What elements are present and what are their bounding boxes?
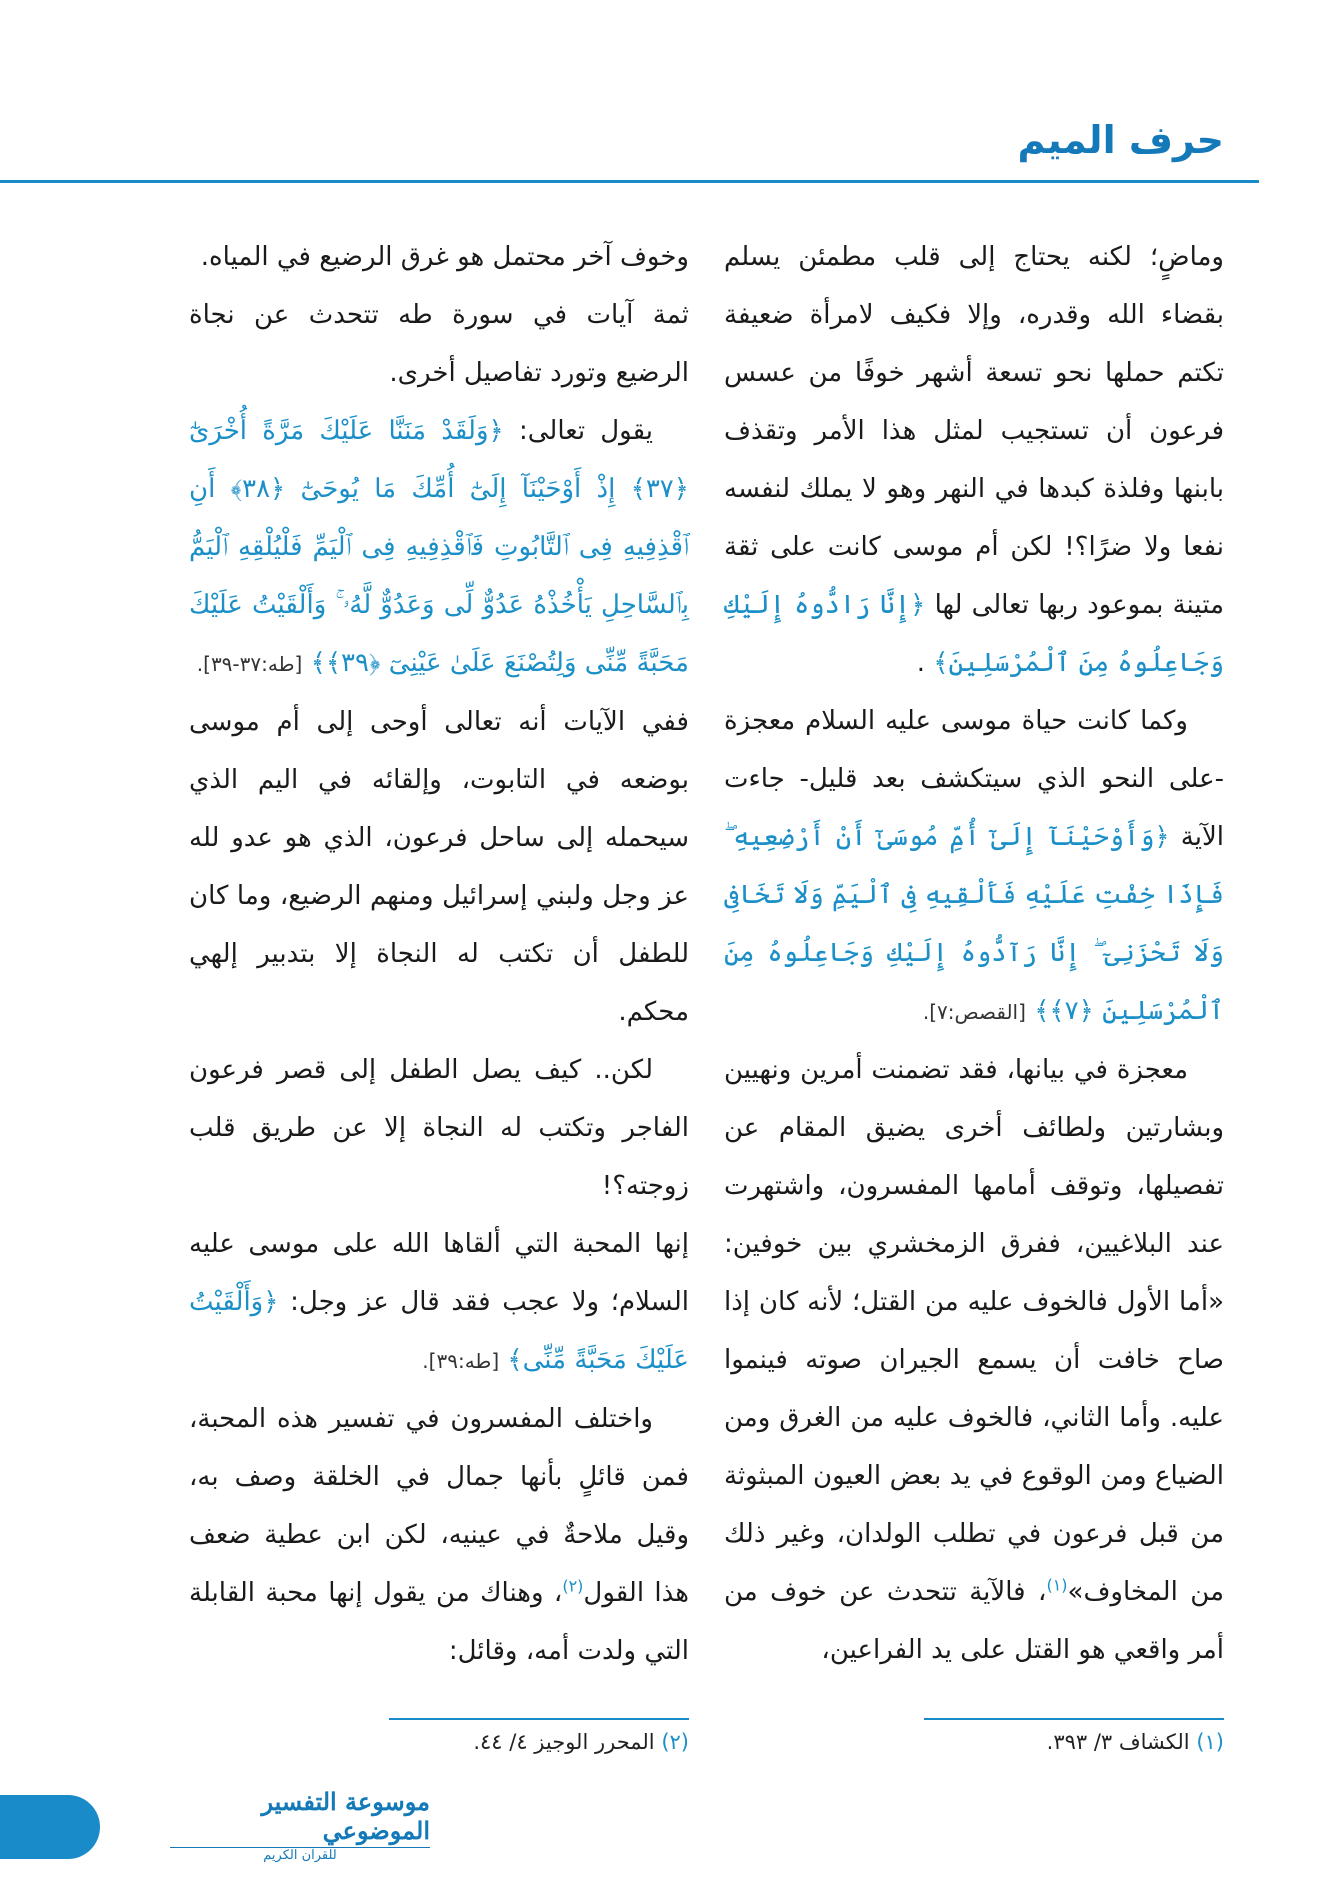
paragraph xyxy=(189,1041,689,1215)
quran-verse: ﴿وَلَقَدْ مَنَنَّا عَلَيْكَ مَرَّةً أُخْرَىٰٓ ﴿٣٧﴾ إِذْ أَوْحَيْنَآ إِلَىٰٓ أُمِّكَ مَا يُوحَىٰٓ ﴿٣٨﴾ أَنِ ٱقْذِفِيهِ فِى ٱلتَّابُوتِ فَٱقْذِفِيهِ فِى ٱلْيَمِّ فَلْيُلْقِهِ ٱلْيَمُّ بِٱلسَّاحِلِ يَأْخُذْهُ عَدُوٌّ لِّى وَعَدُوٌّ لَّهُۥ ۚ وَأَلْقَيْتُ عَلَيْكَ مَحَبَّةً مِّنِّى وَلِتُصْنَعَ عَلَىٰ عَيْنِىٓ ﴿٣٩﴾﴾ xyxy=(189,416,689,678)
footnote-divider xyxy=(924,1718,1224,1720)
logo-title: موسوعة التفسير الموضوعي xyxy=(170,1787,430,1848)
footnote-divider xyxy=(389,1718,689,1720)
paragraph-text: ثمة آيات في سورة طه تتحدث عن نجاة الرضيع وتورد تفاصيل أخرى. xyxy=(189,300,689,388)
left-text-column xyxy=(189,228,689,1680)
footnote-2 xyxy=(473,1730,689,1754)
verse-reference: [طه:٣٧-٣٩]. xyxy=(196,652,303,676)
chapter-title: حرف الميم xyxy=(1017,118,1224,162)
paragraph xyxy=(724,228,1224,692)
paragraph-text: وماضٍ؛ لكنه يحتاج إلى قلب مطمئن يسلم بقضاء الله وقدره، وإلا فكيف لامرأة ضعيفة تكتم حملها نحو تسعة أشهر خوفًا من عسس فرعون أن تستجيب لمثل هذا الأمر وتقذف بابنها وفلذة كبدها في النهر وهو لا يملك لنفسه نفعا ولا ضرًا؟! لكن أم موسى كانت على ثقة متينة بموعود ربها تعالى لها xyxy=(724,242,1224,620)
paragraph xyxy=(189,1390,689,1680)
footnote-text: الكشاف ٣/ ٣٩٣. xyxy=(1046,1730,1190,1754)
footnote-number: (٢) xyxy=(661,1730,689,1754)
verse-reference: [القصص:٧]. xyxy=(922,1000,1026,1024)
paragraph-text: واختلف المفسرون في تفسير هذه المحبة، فمن قائلٍ بأنها جمال في الخلقة وصف به، وقيل ملاحةٌ في عينيه، لكن ابن عطية ضعف هذا القول xyxy=(189,1404,689,1608)
paragraph-text: لكن.. كيف يصل الطفل إلى قصر فرعون الفاجر وتكتب له النجاة إلا عن طريق قلب زوجته؟! xyxy=(189,1055,689,1201)
paragraph-text: ، فالآية تتحدث عن خوف من أمر واقعي هو القتل على يد الفراعين، xyxy=(724,1577,1224,1665)
paragraph xyxy=(189,286,689,402)
right-text-column xyxy=(724,228,1224,1679)
quran-verse: ﴿إِنَّا رَادُّوهُ إِلَيْكِ وَجَاعِلُوهُ مِنَ ٱلْمُرْسَلِينَ﴾ xyxy=(724,590,1224,678)
footnote-number: (١) xyxy=(1196,1730,1224,1754)
encyclopedia-logo xyxy=(170,1787,430,1863)
footnote-marker[interactable]: (١) xyxy=(1046,1575,1068,1595)
verse-reference: [طه:٣٩]. xyxy=(422,1349,500,1373)
footnote-text: المحرر الوجيز ٤/ ٤٤. xyxy=(473,1730,655,1754)
footnote-marker[interactable]: (٢) xyxy=(562,1576,584,1596)
paragraph xyxy=(724,692,1224,1041)
paragraph xyxy=(189,693,689,1041)
quran-verse: ﴿وَأَلْقَيْتُ عَلَيْكَ مَحَبَّةً مِّنِّى﴾ xyxy=(189,1287,689,1375)
paragraph xyxy=(189,1215,689,1390)
paragraph-text: وكما كانت حياة موسى عليه السلام معجزة -على النحو الذي سيتكشف بعد قليل- جاءت الآية xyxy=(724,706,1225,852)
paragraph-text: ففي الآيات أنه تعالى أوحى إلى أم موسى بوضعه في التابوت، وإلقائه في اليم الذي سيحمله إلى ساحل فرعون، الذي هو عدو لله عز وجل ولبني إسرائيل ومنهم الرضيع، وما كان للطفل أن تكتب له النجاة إلا بتدبير إلهي محكم. xyxy=(189,707,689,1027)
page-number-badge xyxy=(0,1795,100,1859)
paragraph-text: ، وهناك من يقول إنها محبة القابلة التي ولدت أمه، وقائل: xyxy=(189,1578,689,1666)
paragraph-text: معجزة في بيانها، فقد تضمنت أمرين ونهيين وبشارتين ولطائف أخرى يضيق المقام عن تفصيلها، وتوقف أمامها المفسرون، واشتهرت عند البلاغيين، ففرق الزمخشري بين خوفين: «أما الأول فالخوف عليه من القتل؛ لأنه كان إذا صاح خافت أن يسمع الجيران صوته فينموا عليه. وأما الثاني، فالخوف عليه من الغرق ومن الضياع ومن الوقوع في يد بعض العيون المبثوثة من قبل فرعون في تطلب الولدان، وغير ذلك من المخاوف» xyxy=(724,1055,1224,1607)
logo-subtitle: للقرآن الكريم xyxy=(263,1848,337,1863)
paragraph-text: يقول تعالى: xyxy=(519,416,653,446)
paragraph-text: إنها المحبة التي ألقاها الله على موسى عليه السلام؛ ولا عجب فقد قال عز وجل: xyxy=(189,1229,689,1317)
paragraph-text: وخوف آخر محتمل هو غرق الرضيع في المياه. xyxy=(200,242,689,272)
footnote-1 xyxy=(1047,1730,1224,1754)
header-divider xyxy=(0,180,1259,183)
paragraph xyxy=(189,402,689,693)
punctuation: . xyxy=(916,648,925,678)
quran-verse: ﴿وَأَوْحَيْنَآ إِلَىٰٓ أُمِّ مُوسَىٰٓ أَنْ أَرْضِعِيهِ ۖ فَإِذَا خِفْتِ عَلَيْهِ فَأَلْقِيهِ فِى ٱلْيَمِّ وَلَا تَخَافِى وَلَا تَحْزَنِىٓ ۖ إِنَّا رَآدُّوهُ إِلَيْكِ وَجَاعِلُوهُ مِنَ ٱلْمُرْسَلِينَ ﴿٧﴾﴾ xyxy=(724,822,1224,1026)
paragraph xyxy=(189,228,689,286)
paragraph xyxy=(724,1041,1224,1679)
